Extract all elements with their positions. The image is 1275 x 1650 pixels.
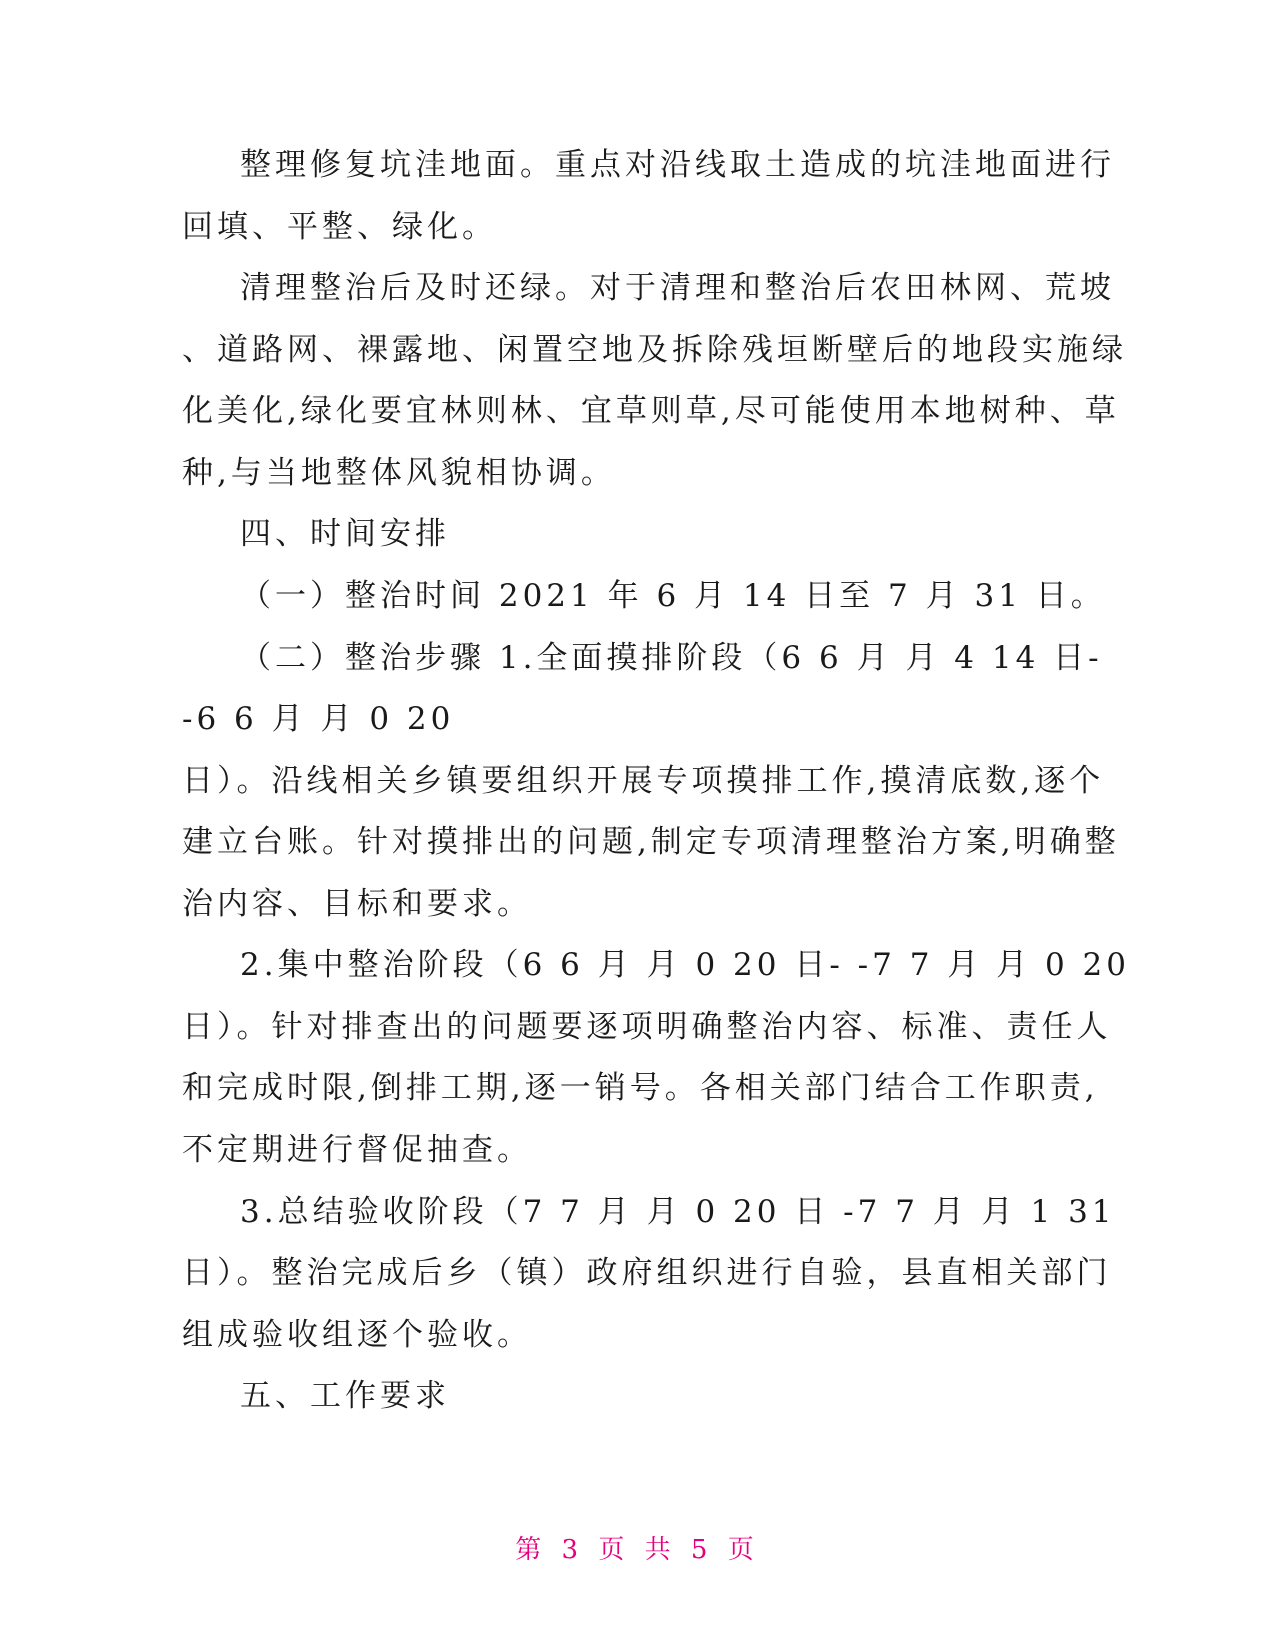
paragraph-line: 日）。沿线相关乡镇要组织开展专项摸排工作,摸清底数,逐个 xyxy=(182,763,1105,799)
paragraph-line: （二）整治步骤 1.全面摸排阶段（6 6 月 月 4 14 日- xyxy=(240,640,1103,676)
paragraph-line: 和完成时限,倒排工期,逐一销号。各相关部门结合工作职责, xyxy=(182,1070,1099,1106)
paragraph-line: 回填、平整、绿化。 xyxy=(182,209,497,245)
paragraph-line: 化美化,绿化要宜林则林、宜草则草,尽可能使用本地树种、草 xyxy=(182,393,1120,429)
page-number-footer: 第 3 页 共 5 页 xyxy=(515,1535,760,1565)
section-heading: 四、时间安排 xyxy=(240,516,450,552)
paragraph-line: 日）。针对排查出的问题要逐项明确整治内容、标准、责任人 xyxy=(182,1009,1112,1045)
paragraph-line: 组成验收组逐个验收。 xyxy=(182,1317,532,1353)
paragraph-line: 建立台账。针对摸排出的问题,制定专项清理整治方案,明确整 xyxy=(182,824,1120,860)
paragraph-line: 3.总结验收阶段（7 7 月 月 0 20 日 -7 7 月 月 1 31 xyxy=(240,1194,1116,1230)
section-heading: 五、工作要求 xyxy=(240,1378,450,1414)
paragraph-line: 整理修复坑洼地面。重点对沿线取土造成的坑洼地面进行 xyxy=(240,147,1115,183)
paragraph-line: 种,与当地整体风貌相协调。 xyxy=(182,455,616,491)
paragraph-line: （一）整治时间 2021 年 6 月 14 日至 7 月 31 日。 xyxy=(240,578,1106,614)
paragraph-line: 日）。整治完成后乡（镇）政府组织进行自验，县直相关部门 xyxy=(182,1255,1112,1291)
paragraph-line: 治内容、目标和要求。 xyxy=(182,886,532,922)
paragraph-line: -6 6 月 月 0 20 xyxy=(182,701,455,737)
paragraph-line: 不定期进行督促抽查。 xyxy=(182,1132,532,1168)
paragraph-line: 清理整治后及时还绿。对于清理和整治后农田林网、荒坡 xyxy=(240,270,1115,306)
paragraph-line: 2.集中整治阶段（6 6 月 月 0 20 日- -7 7 月 月 0 20 xyxy=(240,947,1131,983)
paragraph-line: 、道路网、裸露地、闲置空地及拆除残垣断壁后的地段实施绿 xyxy=(182,332,1127,368)
